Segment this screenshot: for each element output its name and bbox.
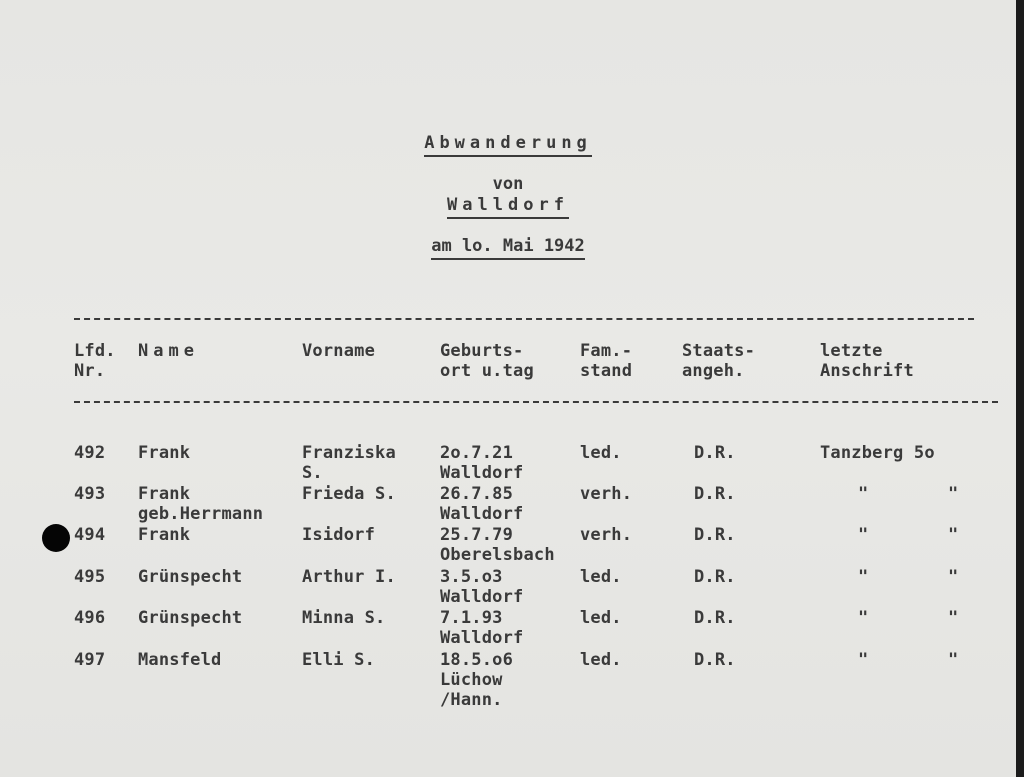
cell-geb1: 26.7.85	[440, 484, 514, 504]
cell-nr: 496	[74, 608, 106, 628]
cell-ditto1: "	[858, 525, 869, 545]
cell-staat: D.R.	[694, 567, 736, 587]
cell-vor2: S.	[302, 463, 323, 483]
cell-fam: verh.	[580, 525, 633, 545]
title-abwanderung: Abwanderung	[0, 133, 1016, 157]
cell-geb1: 7.1.93	[440, 608, 503, 628]
header-nr-line1: Lfd.	[74, 341, 116, 361]
cell-name1: Grünspecht	[138, 608, 243, 628]
title-place: Walldorf	[0, 195, 1016, 219]
cell-name2: geb.Herrmann	[138, 504, 264, 524]
header-fam-line2: stand	[580, 361, 633, 381]
cell-fam: verh.	[580, 484, 633, 504]
cell-nr: 494	[74, 525, 106, 545]
cell-vor1: Elli S.	[302, 650, 376, 670]
cell-ditto2: "	[948, 567, 959, 587]
table-header-rule	[74, 401, 998, 403]
cell-vor1: Arthur I.	[302, 567, 396, 587]
cell-ditto1: "	[858, 484, 869, 504]
cell-vor1: Frieda S.	[302, 484, 396, 504]
cell-vor1: Isidorf	[302, 525, 376, 545]
cell-ditto2: "	[948, 484, 959, 504]
header-geburt-line2: ort u.tag	[440, 361, 534, 381]
table-top-rule	[74, 318, 974, 320]
cell-name1: Frank	[138, 443, 191, 463]
cell-geb2: Walldorf	[440, 628, 524, 648]
header-name: Name	[138, 341, 199, 361]
cell-ditto1: "	[858, 567, 869, 587]
cell-fam: led.	[580, 608, 622, 628]
cell-staat: D.R.	[694, 525, 736, 545]
cell-name1: Frank	[138, 484, 191, 504]
cell-nr: 493	[74, 484, 106, 504]
cell-name1: Frank	[138, 525, 191, 545]
cell-vor1: Minna S.	[302, 608, 386, 628]
cell-nr: 497	[74, 650, 106, 670]
cell-fam: led.	[580, 443, 622, 463]
header-staat-line1: Staats-	[682, 341, 756, 361]
cell-ditto2: "	[948, 650, 959, 670]
punch-hole	[42, 524, 70, 552]
header-anschrift-line2: Anschrift	[820, 361, 914, 381]
cell-ditto2: "	[948, 525, 959, 545]
cell-staat: D.R.	[694, 484, 736, 504]
cell-ditto1: "	[858, 608, 869, 628]
cell-nr: 492	[74, 443, 106, 463]
cell-nr: 495	[74, 567, 106, 587]
cell-vor1: Franziska	[302, 443, 396, 463]
header-anschrift-line1: letzte	[820, 341, 883, 361]
cell-geb2: Walldorf	[440, 504, 524, 524]
cell-ditto2: "	[948, 608, 959, 628]
cell-name1: Mansfeld	[138, 650, 222, 670]
header-geburt-line1: Geburts-	[440, 341, 524, 361]
cell-staat: D.R.	[694, 608, 736, 628]
cell-geb1: 2o.7.21	[440, 443, 514, 463]
cell-geb2: Walldorf	[440, 463, 524, 483]
cell-staat: D.R.	[694, 443, 736, 463]
cell-anschrift: Tanzberg 5o	[820, 443, 935, 463]
title-von: von	[492, 174, 524, 194]
header-fam-line1: Fam.-	[580, 341, 633, 361]
cell-fam: led.	[580, 650, 622, 670]
header-staat-line2: angeh.	[682, 361, 745, 381]
cell-ditto1: "	[858, 650, 869, 670]
cell-geb1: 18.5.o6	[440, 650, 514, 670]
scan-edge	[1016, 0, 1024, 777]
cell-name1: Grünspecht	[138, 567, 243, 587]
header-vorname: Vorname	[302, 341, 376, 361]
cell-geb1: 25.7.79	[440, 525, 514, 545]
cell-staat: D.R.	[694, 650, 736, 670]
cell-geb2: Lüchow	[440, 670, 503, 690]
cell-geb2: Oberelsbach	[440, 545, 555, 565]
cell-geb2: Walldorf	[440, 587, 524, 607]
title-date: am lo. Mai 1942	[0, 236, 1016, 260]
cell-geb1: 3.5.o3	[440, 567, 503, 587]
header-nr-line2: Nr.	[74, 361, 106, 381]
cell-geb3: /Hann.	[440, 690, 503, 710]
cell-fam: led.	[580, 567, 622, 587]
